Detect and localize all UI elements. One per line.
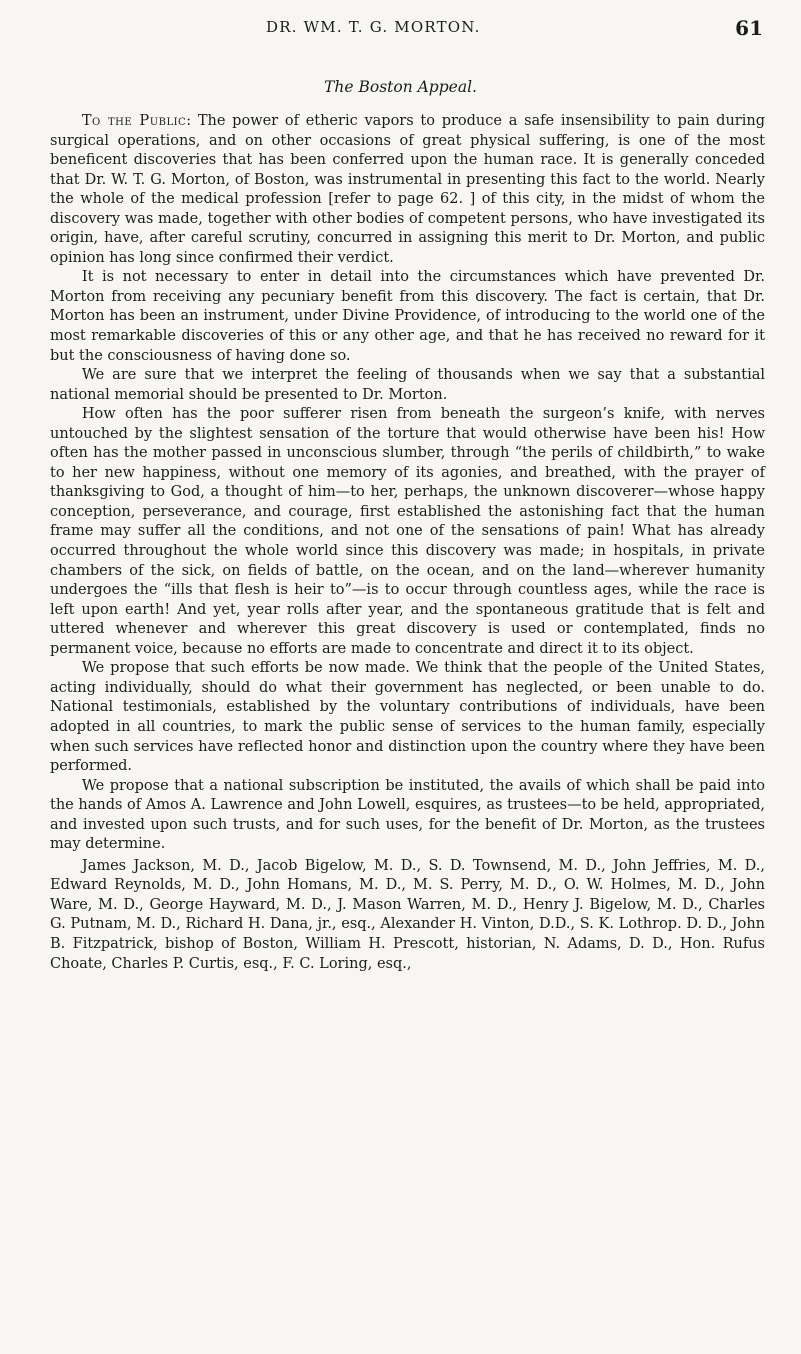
paragraph-circumstances: It is not necessary to enter in detail into the circumstances which have prevented Dr. Morton from receiving any pecuniary benefit from this discovery. The fact is certain, that Dr. Morton has been an instrument, under Divine Providence, of introducing to the world one of the most remarkable discoveries of this or any other age, and that he has received no reward for it but the consciousness of having done so. — [50, 269, 765, 364]
signatories-list: James Jackson, M. D., Jacob Bigelow, M. D., S. D. Townsend, M. D., John Jeffries, M. D., Edward Reynolds, M. D., John Homans, M. D., M. S. Perry, M. D., O. W. Holmes, M. D., John Ware, M. D., George Hayward, M. D., J. Mason Warren, M. D., Henry J. Bigelow, M. D., Charles G. Putnam, M. D., Richard H. Dana, jr., esq., Alexander H. Vinton, D.D., S. K. Lothrop. D. D., John B. Fitzpatrick, bishop of Boston, William H. Prescott, historian, N. Adams, D. D., Hon. Rufus Choate, Charles P. Curtis, esq., F. C. Loring, esq., — [50, 857, 765, 972]
paragraph-subscription: We propose that a national subscription be instituted, the avails of which shall be paid into the hands of Amos A. Lawrence and John Lowell, esquires, as trustees—to be held, appropriated, and invested upon such trusts, and for such uses, for the benefit of Dr. Morton, as the trustees may determine. — [50, 777, 765, 853]
article-title: The Boston Appeal. — [324, 78, 477, 96]
paragraph-national-memorial: We are sure that we interpret the feeling of thousands when we say that a substantial national memorial should be presented to Dr. Morton. — [50, 367, 765, 403]
paragraph-sufferer: How often has the poor sufferer risen from beneath the surgeon’s knife, with nerves untouched by the slightest sensation of the torture that would otherwise have been his! How often has the mother passed in unconscious slumber, through “the perils of childbirth,” to wake to her new happiness, without one memory of its agonies, and breathed, with the prayer of thanksgiving to God, a thought of him—to her, perhaps, the unknown discoverer—whose happy conception, perseverance, and courage, first established the astonishing fact that the human frame may suffer all the conditions, and not one of the sensations of pain! What has already occurred throughout the whole world since this discovery was made; in hospitals, in private chambers of the sick, on fields of battle, on the ocean, and on the land—wherever humanity undergoes the “ills that flesh is heir to”—is to occur through countless ages, while the race is left upon earth! And yet, year rolls after year, and the spontaneous gratitude that is felt and uttered whenever and wherever this great discovery is used or contemplated, finds no permanent voice, because no efforts are made to concentrate and direct it to its object. — [50, 406, 765, 657]
paragraph-lead-in: To the Public — [81, 113, 187, 129]
running-head — [0, 18, 801, 42]
paragraph-text: : The power of etheric vapors to produce a safe insensibility to pain during surgical operations, and on other occasions of great physical suffering, is one of the most beneficent discoveries that has been conferred upon the human race. It is generally conceded that Dr. W. T. G. Morton, of Boston, was instrumental in presenting this fact to the world. Nearly the whole of the medical profession [refer to page 62. ] of this city, in the midst of whom the discovery was made, together with other bodies of competent persons, who have investigated its origin, have, after careful scrutiny, concurred in assigning this merit to Dr. Morton, and public opinion has long since confirmed their verdict. — [50, 113, 765, 266]
page-number: 61 — [735, 16, 763, 40]
article-body — [50, 112, 765, 974]
paragraph-to-the-public — [50, 112, 765, 268]
paragraph-efforts: We propose that such efforts be now made. We think that the people of the United States, acting individually, should do what their government has neglected, or been unable to do. National testimonials, established by the voluntary contributions of individuals, have been adopted in all countries, to mark the public sense of services to the human family, especially when such services have reflected honor and distinction upon the country where they have been performed. — [50, 660, 765, 775]
running-title: DR. WM. T. G. MORTON. — [266, 18, 481, 36]
